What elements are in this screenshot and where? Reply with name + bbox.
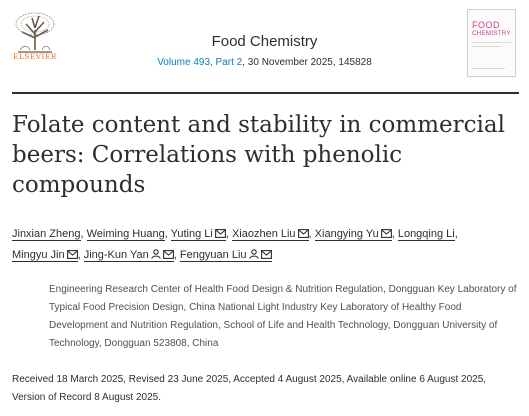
cover-decoration xyxy=(472,42,511,43)
mail-icon xyxy=(67,246,78,266)
author-name: Jinxian Zheng xyxy=(12,228,81,240)
header-divider xyxy=(12,92,519,94)
cover-decoration xyxy=(472,46,501,47)
cover-decoration xyxy=(472,68,505,69)
author-link[interactable] xyxy=(87,228,165,241)
author-separator: , xyxy=(80,228,87,240)
person-icon xyxy=(249,246,259,266)
author-link[interactable] xyxy=(12,249,78,262)
article-history: Received 18 March 2025, Revised 23 June 2025, Accepted 4 August 2025, Available online 6 August 2025, Version of Record 8 August 2025. xyxy=(12,374,487,403)
elsevier-wordmark: ELSEVIER xyxy=(13,52,57,61)
issue-link[interactable]: Volume 493, Part 2 xyxy=(157,57,243,68)
affiliation: Engineering Research Center of Health Food Design & Nutrition Regulation, Dongguan Key Laboratory of Typical Food Precision Design, China National Light Industry Key Laboratory of Healthy Food Development and Nutrition Regulation, School of Life and Health Technology, Dongguan University of Technology, Dongguan 523808, China xyxy=(49,284,517,349)
author-separator: , xyxy=(391,228,398,240)
author-list xyxy=(12,224,517,266)
author-name: Xiaozhen Liu xyxy=(231,228,296,240)
author-name: Longqing Li xyxy=(397,228,455,240)
cover-title-line1: FOOD xyxy=(472,20,500,30)
author-link[interactable] xyxy=(232,228,309,241)
issue-details: , 30 November 2025, 145828 xyxy=(242,57,372,68)
mail-icon xyxy=(261,246,272,266)
author-separator: , xyxy=(77,249,84,261)
author-separator: , xyxy=(454,228,458,240)
author-link[interactable] xyxy=(180,249,272,262)
author-link[interactable] xyxy=(84,249,174,262)
issue-info xyxy=(0,57,529,68)
author-separator: , xyxy=(225,228,232,240)
journal-cover-thumbnail[interactable] xyxy=(467,9,516,77)
mail-icon xyxy=(381,225,392,245)
author-name: Fengyuan Liu xyxy=(179,249,247,261)
author-name: Xiangying Yu xyxy=(314,228,379,240)
mail-icon xyxy=(298,225,309,245)
author-name: Mingyu Jin xyxy=(12,249,65,261)
author-link[interactable] xyxy=(315,228,392,241)
author-link[interactable] xyxy=(171,228,226,241)
author-separator: , xyxy=(173,249,180,261)
article-header xyxy=(0,0,529,92)
author-link[interactable] xyxy=(12,228,81,241)
author-name: Weiming Huang xyxy=(86,228,165,240)
mail-icon xyxy=(215,225,226,245)
mail-icon xyxy=(163,246,174,266)
author-separator: , xyxy=(308,228,315,240)
journal-title[interactable]: Food Chemistry xyxy=(211,33,318,50)
cover-title-line2: CHEMISTRY xyxy=(472,30,511,37)
person-icon xyxy=(151,246,161,266)
author-separator: , xyxy=(164,228,171,240)
author-link[interactable] xyxy=(398,228,455,241)
article-title: Folate content and stability in commercial beers: Correlations with phenolic compounds xyxy=(12,112,505,198)
author-name: Jing-Kun Yan xyxy=(83,249,149,261)
author-name: Yuting Li xyxy=(170,228,213,240)
